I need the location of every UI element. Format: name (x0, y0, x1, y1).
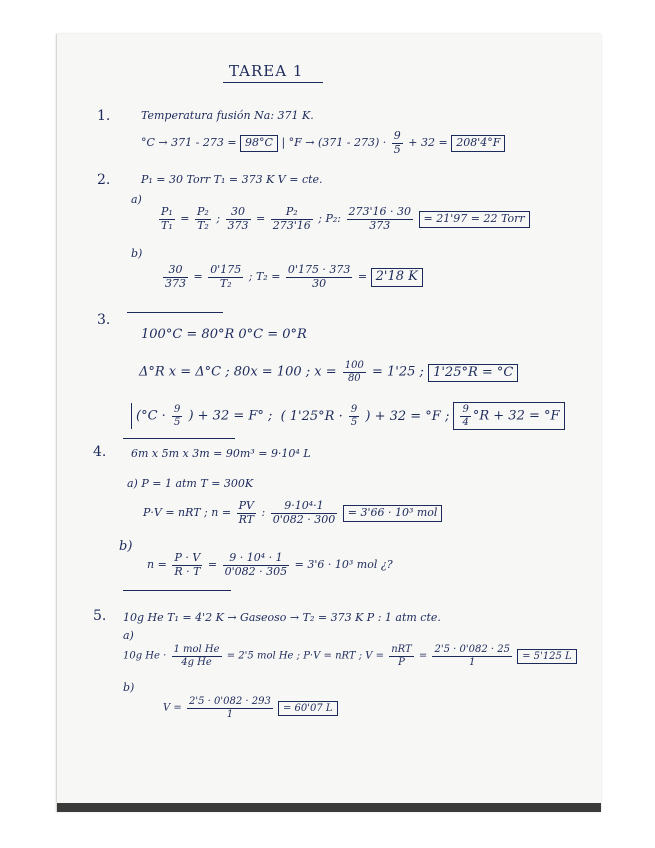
problem-2-b-result: 2'18 K (371, 268, 423, 287)
celsius-conversion: °C → 371 - 273 = (141, 136, 237, 150)
page-bottom-edge (57, 803, 601, 812)
fraction: $\frac{9}{5}$ (393, 129, 401, 156)
problem-2-b-label: b) (131, 247, 143, 260)
problem-3-statement: 100°C = 80°R 0°C = 0°R (141, 327, 307, 342)
problem-3-line2: Δ°R x = Δ°C ; 80x = 100 ; x = $\frac{100}{80}$ = 1'25 ; 1'25°R = °C (139, 360, 518, 384)
celsius-result: 98°C (240, 135, 278, 152)
problem-5-b-label: b) (123, 681, 135, 694)
problem-5-a-result: = 5'125 L (517, 649, 577, 665)
problem-4-a-work: P·V = nRT ; n = $\frac{PV}{RT}$ : $\frac{\text{9·10⁴·1}}{0'082 \cdot 300}$ = 3'66 · 10³ mol (143, 500, 442, 526)
title-underline (223, 82, 323, 83)
problem-4-a-label: a) P = 1 atm T = 300K (127, 477, 254, 490)
problem-4-b-work: n = $\frac{P \cdot V}{R \cdot T}$ = $\frac{\text{9 · 10⁴ · 1}}{0'082 \cdot 305}$ = 3'6 · 10³ mol ¿? (147, 551, 393, 578)
problem-3-result-2: $\frac{9}{4}$ °R + 32 = °F (453, 402, 564, 430)
problem-2-statement: P₁ = 30 Torr T₁ = 373 K V = cte. (141, 173, 323, 186)
problem-5-a-label: a) (123, 629, 134, 642)
problem-2-b-work: $\frac{30}{373}$ = $\frac{0'175}{\text{T₂}}$ ; T₂ = $\frac{0'175 \cdot 373}{30}$ = 2'18 K (161, 264, 423, 290)
separator (123, 438, 235, 439)
fahrenheit-result: 208'4°F (451, 135, 505, 152)
separator (123, 590, 231, 591)
problem-3-result-1: 1'25°R = °C (428, 364, 518, 383)
problem-4-a-result: = 3'66 · 10³ mol (343, 505, 443, 522)
problem-5-statement: 10g He T₁ = 4'2 K → Gaseoso → T₂ = 373 K P : 1 atm cte. (123, 611, 441, 624)
problem-5-a-work: 10g He · $\frac{\text{1 mol He}}{\text{4g He}}$ = 2'5 mol He ; P·V = nRT ; V = $\frac{\text{nRT}}{P}$ = $\frac{2'5 \cdot 0'082 \cdot 25}{1}$ = 5'125 L (123, 644, 577, 668)
problem-5-number: 5. (93, 608, 107, 624)
paper-sheet (56, 34, 601, 812)
problem-1-number: 1. (97, 108, 111, 124)
problem-4-b-label: b) (119, 539, 133, 554)
problem-5-b-work: V = $\frac{2'5 \cdot 0'082 \cdot 293}{1}$ = 60'07 L (163, 696, 338, 720)
problem-2-a-result: = 21'97 = 22 Torr (419, 211, 530, 228)
problem-2-number: 2. (97, 172, 111, 188)
problem-4-statement: 6m x 5m x 3m = 90m³ = 9·10⁴ L (131, 447, 311, 460)
problem-2-a-label: a) (131, 193, 142, 206)
problem-5-b-result: = 60'07 L (278, 701, 338, 717)
problem-2-a-work: $\frac{\text{P₁}}{\text{T₁}}$ = $\frac{\text{P₂}}{\text{T₂}}$ ; $\frac{30}{373}$ = $\frac{\text{P₂}}{273'16}$ ; P₂: $\frac{273'16 \cdot 30}{373}$ = 21'97 = 22 Torr (157, 206, 530, 232)
fahrenheit-conversion-a: | °F → (371 - 273) · (281, 136, 387, 150)
fahrenheit-conversion-b: + 32 = (408, 136, 448, 150)
problem-3-number: 3. (97, 312, 111, 328)
problem-3-line3: (°C · $\frac{9}{5}$ ) + 32 = F° ; ( 1'25°R · $\frac{9}{5}$ ) + 32 = °F ; $\frac{9}{4}$ °R + 32 = °F (131, 402, 565, 430)
page-title: TAREA 1 (229, 62, 304, 80)
problem-4-number: 4. (93, 444, 107, 460)
problem-1-statement: Temperatura fusión Na: 371 K. (141, 109, 314, 122)
separator (127, 312, 223, 313)
problem-1-conversion (141, 130, 505, 156)
